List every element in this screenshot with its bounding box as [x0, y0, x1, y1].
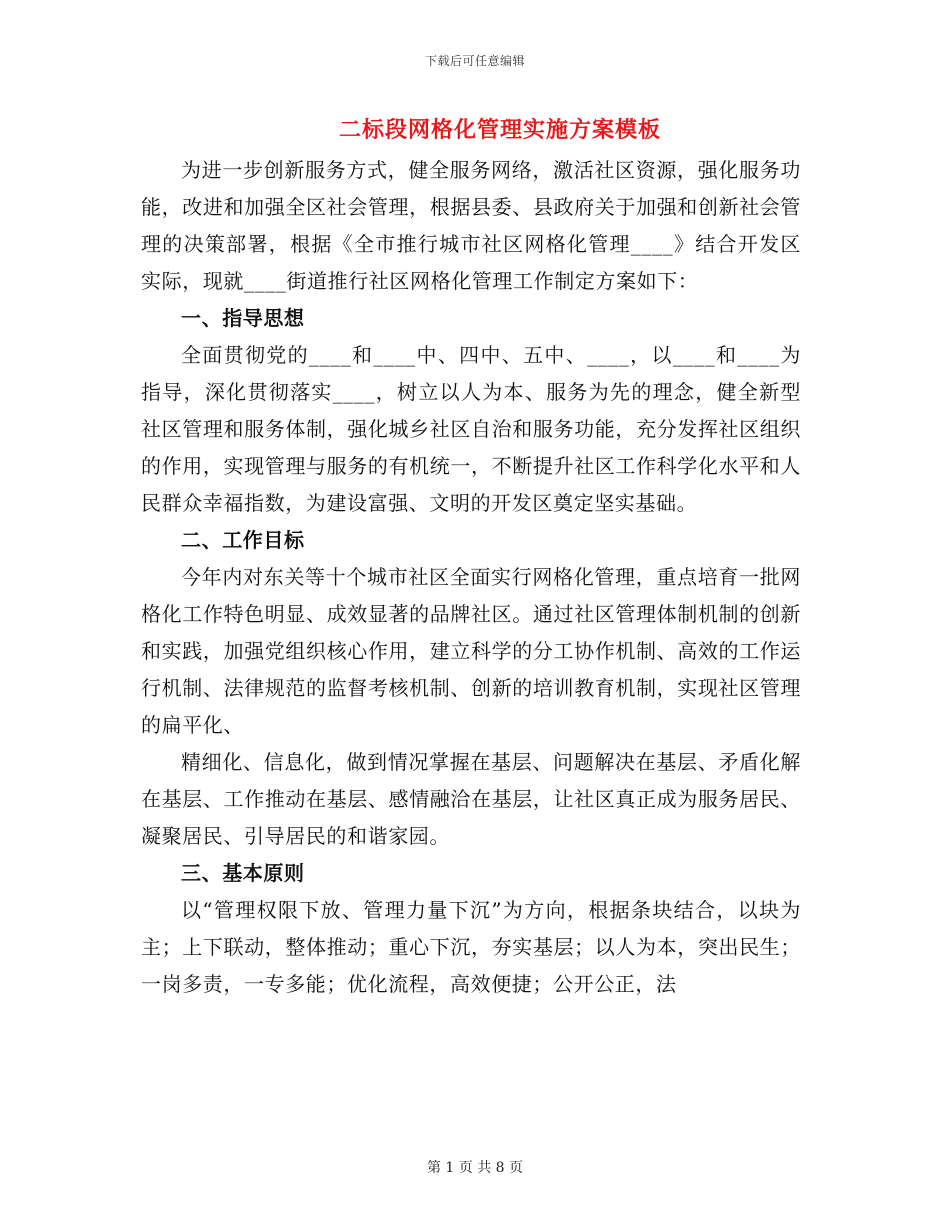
section-paragraph: 全面贯彻党的____和____中、四中、五中、____，以____和____为指导，深化贯彻落实____，树立以人为本、服务为先的理念，健全新型社区管理和服务体制，强化城乡社区自治和服务功能，充分发挥社区组织的作用，实现管理与服务的有机统一，不断提升社区工作科学化水平和人民群众幸福指数，为建设富强、文明的开发区奠定坚实基础。: [141, 343, 801, 515]
section-heading-guiding-ideology: 一、指导思想: [181, 306, 305, 330]
intro-paragraph: 为进一步创新服务方式，健全服务网络，激活社区资源，强化服务功能，改进和加强全区社会管理，根据县委、县政府关于加强和创新社会管理的决策部署，根据《全市推行城市社区网格化管理____》结合开发区实际，现就____街道推行社区网格化管理工作制定方案如下：: [141, 158, 801, 293]
page-header-note: 下载后可任意编辑: [424, 54, 525, 68]
section-paragraph: 今年内对东关等十个城市社区全面实行网格化管理，重点培育一批网格化工作特色明显、成效显著的品牌社区。通过社区管理体制机制的创新和实践，加强党组织核心作用，建立科学的分工协作机制、高效的工作运行机制、法律规范的监督考核机制、创新的培训教育机制，实现社区管理的扁平化、: [141, 565, 801, 737]
section-paragraph: 以“管理权限下放、管理力量下沉”为方向，根据条块结合，以块为主；上下联动，整体推动；重心下沉，夯实基层；以人为本，突出民生；一岗多责，一专多能；优化流程，高效便捷；公开公正，法: [141, 898, 801, 996]
section-heading-basic-principles: 三、基本原则: [181, 861, 305, 885]
page-number: 第 1 页 共 8 页: [426, 1160, 524, 1176]
document-title: 二标段网格化管理实施方案模板: [338, 117, 661, 143]
section-heading-work-goals: 二、工作目标: [181, 528, 305, 552]
document-body: [141, 152, 801, 1003]
section-paragraph: 精细化、信息化，做到情况掌握在基层、问题解决在基层、矛盾化解在基层、工作推动在基层、感情融洽在基层，让社区真正成为服务居民、凝聚居民、引导居民的和谐家园。: [141, 750, 801, 848]
